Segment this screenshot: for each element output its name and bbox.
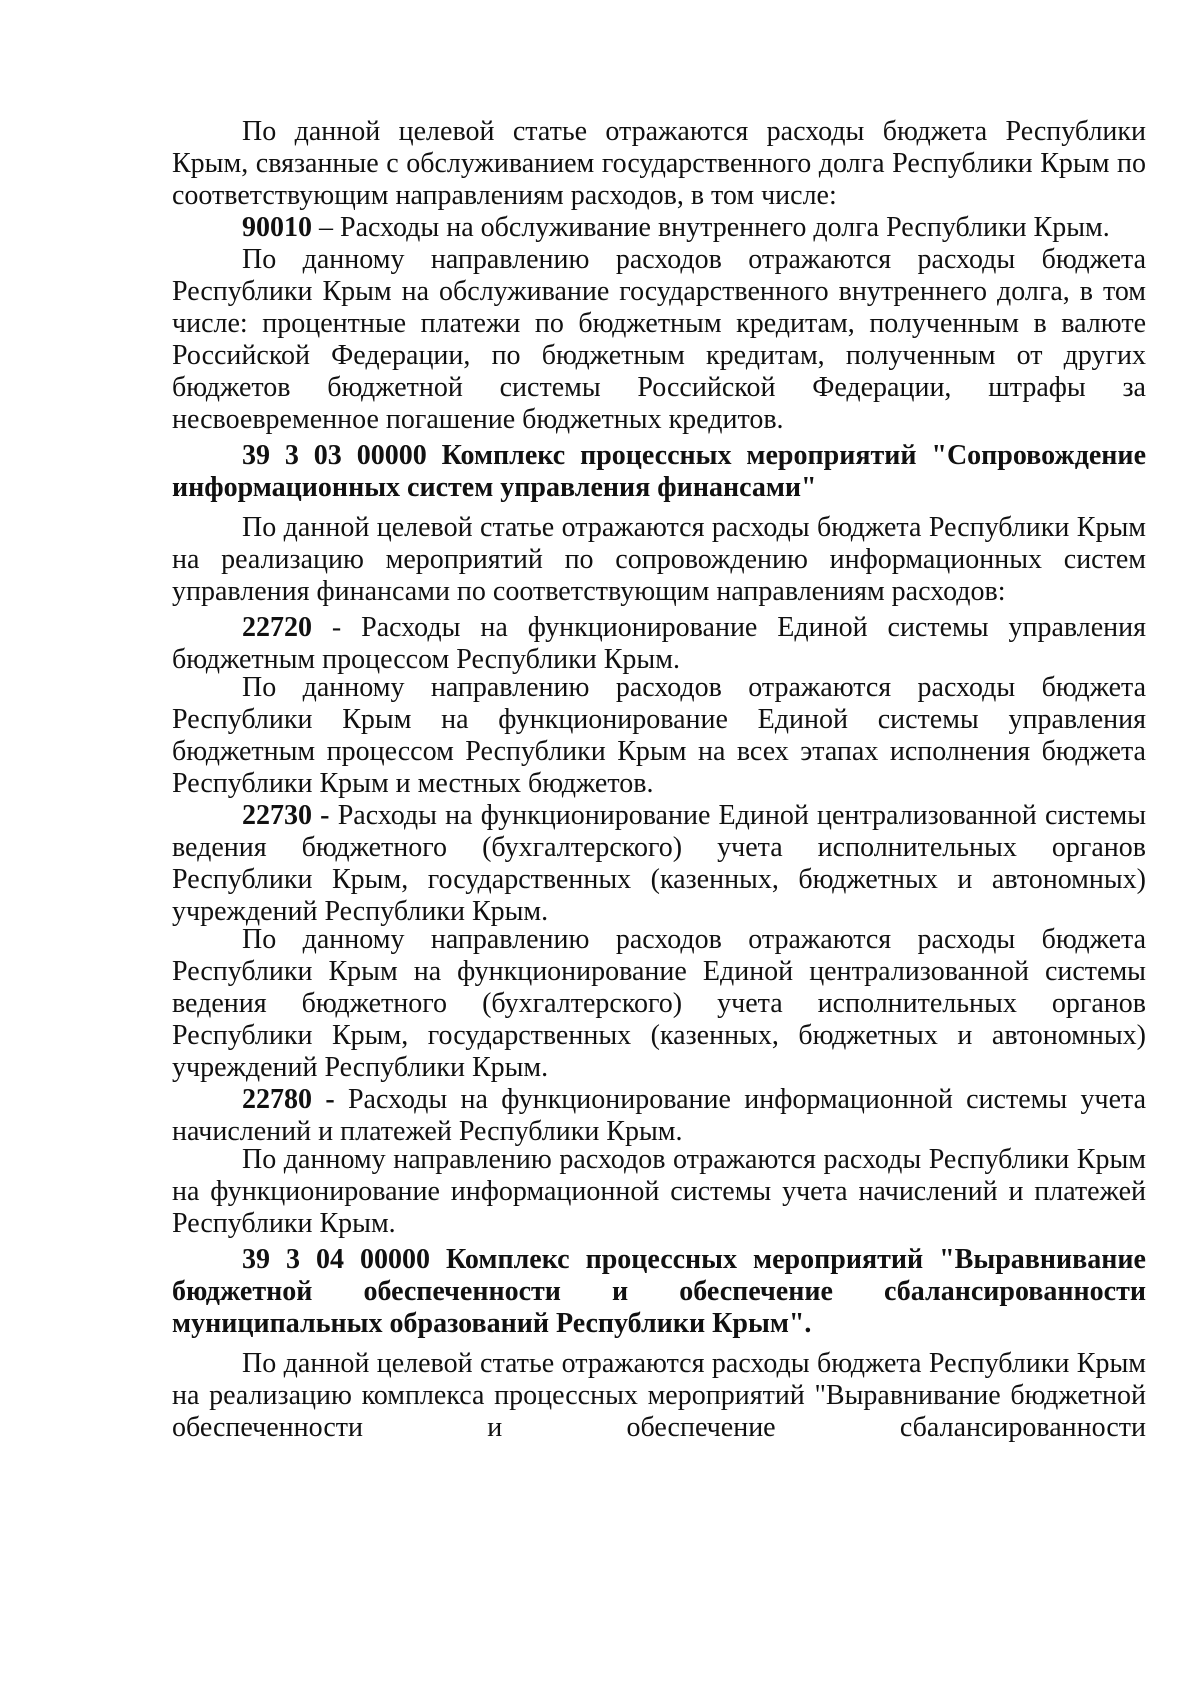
paragraph-22720 bbox=[172, 612, 1146, 676]
code-22730: 22730 bbox=[242, 800, 312, 831]
paragraph-90010 bbox=[172, 212, 1146, 244]
paragraph-22780 bbox=[172, 1084, 1146, 1148]
paragraph-debt-service-intro: По данной целевой статье отражаются расходы бюджета Республики Крым, связанные с обслуживанием государственного долга Республики Крым по соответствующим направлениям расходов, в том числе: bbox=[172, 116, 1146, 211]
paragraph-39-3-04-intro: По данной целевой статье отражаются расходы бюджета Республики Крым на реализацию комплекса процессных мероприятий "Выравнивание бюджетной обеспеченности и обеспечение сбалансированности bbox=[172, 1348, 1146, 1443]
code-22780: 22780 bbox=[242, 1084, 312, 1115]
text-22730: Расходы на функционирование Единой централизованной системы ведения бюджетного (бухгалтерского) учета исполнительных органов Республики Крым, государственных (казенных, бюджетных и автономных) учреждений Республики Крым. bbox=[172, 800, 1147, 927]
paragraph-22730 bbox=[172, 800, 1146, 928]
text-90010: – Расходы на обслуживание внутреннего долга Республики Крым. bbox=[312, 212, 1110, 243]
code-90010: 90010 bbox=[242, 212, 312, 243]
text-22780: Расходы на функционирование информационной системы учета начислений и платежей Республики Крым. bbox=[172, 1084, 1147, 1147]
heading-39-3-04: 39 3 04 00000 Комплекс процессных мероприятий "Выравнивание бюджетной обеспеченности и обеспечение сбалансированности муниципальных образований Республики Крым". bbox=[172, 1244, 1146, 1339]
heading-39-3-03: 39 3 03 00000 Комплекс процессных мероприятий "Сопровождение информационных систем управления финансами" bbox=[172, 440, 1146, 503]
paragraph-22720-description: По данному направлению расходов отражаются расходы бюджета Республики Крым на функционирование Единой системы управления бюджетным процессом Республики Крым на всех этапах исполнения бюджета Республики Крым и местных бюджетов. bbox=[172, 672, 1146, 799]
paragraph-90010-description: По данному направлению расходов отражаются расходы бюджета Республики Крым на обслуживание государственного внутреннего долга, в том числе: процентные платежи по бюджетным кредитам, полученным в валюте Российской Федерации, по бюджетным кредитам, полученным от других бюджетов бюджетной системы Российской Федерации, штрафы за несвоевременное погашение бюджетных кредитов. bbox=[172, 244, 1146, 435]
text-22720: - Расходы на функционирование Единой системы управления бюджетным процессом Республики Крым. bbox=[172, 612, 1146, 675]
paragraph-22730-description: По данному направлению расходов отражаются расходы бюджета Республики Крым на функционирование Единой централизованной системы ведения бюджетного (бухгалтерского) учета исполнительных органов Республики Крым, государственных (казенных, бюджетных и автономных) учреждений Республики Крым. bbox=[172, 924, 1146, 1083]
paragraph-39-3-03-intro: По данной целевой статье отражаются расходы бюджета Республики Крым на реализацию мероприятий по сопровождению информационных систем управления финансами по соответствующим направлениям расходов: bbox=[172, 512, 1146, 607]
dash-22780: - bbox=[312, 1084, 335, 1115]
dash-22730: - bbox=[312, 800, 330, 831]
code-22720: 22720 bbox=[242, 612, 312, 643]
paragraph-22780-description: По данному направлению расходов отражаются расходы Республики Крым на функционирование информационной системы учета начислений и платежей Республики Крым. bbox=[172, 1144, 1146, 1239]
